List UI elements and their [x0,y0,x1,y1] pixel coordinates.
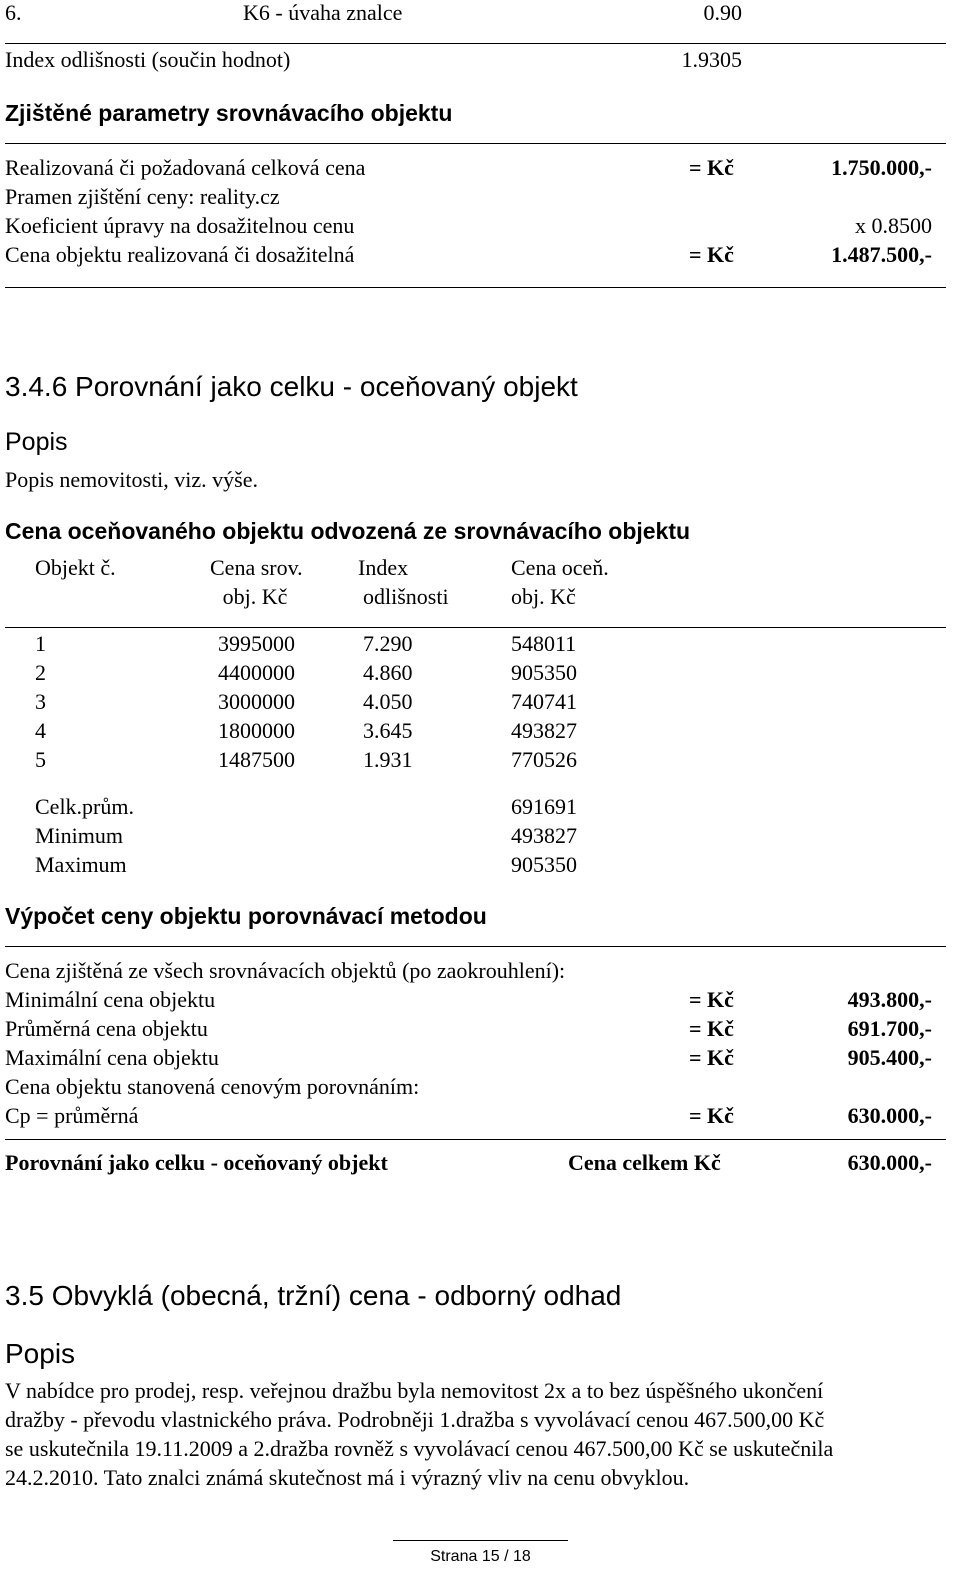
summary-value: 691691 [511,794,577,819]
summary-value: 493827 [511,823,577,848]
cell-cena-ocen: 548011 [511,631,577,656]
row6-value: 0.90 [703,0,742,25]
coef-label: Koeficient úpravy na dosažitelnou cenu [5,213,355,238]
divider [5,946,946,947]
section-35-heading: 3.5 Obvyklá (obecná, tržní) cena - odborný odhad [5,1280,622,1311]
table-heading: Cena oceňovaného objektu odvozená ze srovnávacího objektu [5,518,691,544]
cp-value: 630.000,- [847,1103,932,1128]
cell-index-odlisnosti: 7.290 [363,631,413,656]
cell-objekt-number: 3 [35,689,46,714]
summary-label: Minimum [35,823,124,848]
row6-number: 6. [5,0,22,25]
price-eq: = Kč [689,155,734,180]
divider [5,287,946,288]
paragraph-line: dražby - převodu vlastnického práva. Podrobněji 1.dražba s vyvolávací cenou 467.500,00 Kč [5,1407,825,1432]
cell-cena-ocen: 740741 [511,689,577,714]
index-label: Index odlišnosti (součin hodnot) [5,47,291,72]
params-heading: Zjištěné parametry srovnávacího objektu [5,100,453,126]
col-header-cena-ocen-unit: obj. Kč [511,584,576,609]
section-346-heading: 3.4.6 Porovnání jako celku - oceňovaný objekt [5,371,578,402]
popis-text: Popis nemovitosti, viz. výše. [5,467,258,492]
coef-value: x 0.8500 [855,213,932,238]
divider [5,143,946,144]
page-number: Strana 15 / 18 [430,1548,531,1565]
cell-index-odlisnosti: 3.645 [363,718,413,743]
row6-label: K6 - úvaha znalce [243,0,403,25]
calc-line-value: 493.800,- [847,987,932,1012]
divider [5,1139,946,1140]
summary-label: Celk.prům. [35,794,134,819]
total-label: Porovnání jako celku - oceňovaný objekt [5,1150,388,1175]
cell-objekt-number: 5 [35,747,46,772]
calc-line-label: Průměrná cena objektu [5,1016,208,1041]
popis-heading-35: Popis [5,1338,76,1369]
col-header-objekt: Objekt č. [35,555,116,580]
real-label: Cena objektu realizovaná či dosažitelná [5,242,355,267]
price-value: 1.750.000,- [831,155,932,180]
source-label: Pramen zjištění ceny: reality.cz [5,184,280,209]
calc-line-value: 905.400,- [847,1045,932,1070]
cell-index-odlisnosti: 4.050 [363,689,413,714]
paragraph-line: V nabídce pro prodej, resp. veřejnou dražbu byla nemovitost 2x a to bez úspěšného ukončení [5,1378,824,1403]
total-value: 630.000,- [847,1150,932,1175]
calc-intro: Cena zjištěná ze všech srovnávacích objektů (po zaokrouhlení): [5,958,566,983]
calc-line-eq: = Kč [689,1045,734,1070]
calc-line-label: Minimální cena objektu [5,987,216,1012]
cell-cena-ocen: 905350 [511,660,577,685]
cell-cena-srov: 4400000 [218,660,295,685]
divider [5,627,946,628]
paragraph-line: se uskutečnila 19.11.2009 a 2.dražba rovněž s vyvolávací cenou 467.500,00 Kč se uskutečnila [5,1436,834,1461]
cell-cena-srov: 3000000 [218,689,295,714]
calc-line-eq: = Kč [689,987,734,1012]
total-mid: Cena celkem Kč [568,1150,721,1175]
cell-cena-srov: 3995000 [218,631,295,656]
cell-cena-srov: 1800000 [218,718,295,743]
calc-heading: Výpočet ceny objektu porovnávací metodou [5,903,487,929]
col-header-odlisnosti: odlišnosti [363,584,449,609]
cp-label: Cp = průměrná [5,1103,139,1128]
summary-value: 905350 [511,852,577,877]
footer-divider [393,1540,568,1541]
col-header-cena-srov-unit: obj. Kč [222,584,288,609]
col-header-index: Index [358,555,409,580]
real-eq: = Kč [689,242,734,267]
price-label: Realizovaná či požadovaná celková cena [5,155,366,180]
calc-line-eq: = Kč [689,1016,734,1041]
cell-cena-srov: 1487500 [218,747,295,772]
cell-cena-ocen: 493827 [511,718,577,743]
summary-label: Maximum [35,852,127,877]
popis-heading: Popis [5,428,68,456]
cell-objekt-number: 4 [35,718,46,743]
cp-eq: = Kč [689,1103,734,1128]
col-header-cena-ocen: Cena oceň. [511,555,609,580]
divider [5,43,946,44]
real-value: 1.487.500,- [831,242,932,267]
cell-objekt-number: 1 [35,631,46,656]
cell-objekt-number: 2 [35,660,46,685]
col-header-cena-srov: Cena srov. [210,555,303,580]
calc-stanovena: Cena objektu stanovená cenovým porovnáním: [5,1074,420,1099]
calc-line-label: Maximální cena objektu [5,1045,219,1070]
calc-line-value: 691.700,- [847,1016,932,1041]
paragraph-line: 24.2.2010. Tato znalci známá skutečnost má i výrazný vliv na cenu obvyklou. [5,1465,690,1490]
cell-index-odlisnosti: 1.931 [363,747,413,772]
index-value: 1.9305 [681,47,742,72]
cell-cena-ocen: 770526 [511,747,577,772]
cell-index-odlisnosti: 4.860 [363,660,413,685]
